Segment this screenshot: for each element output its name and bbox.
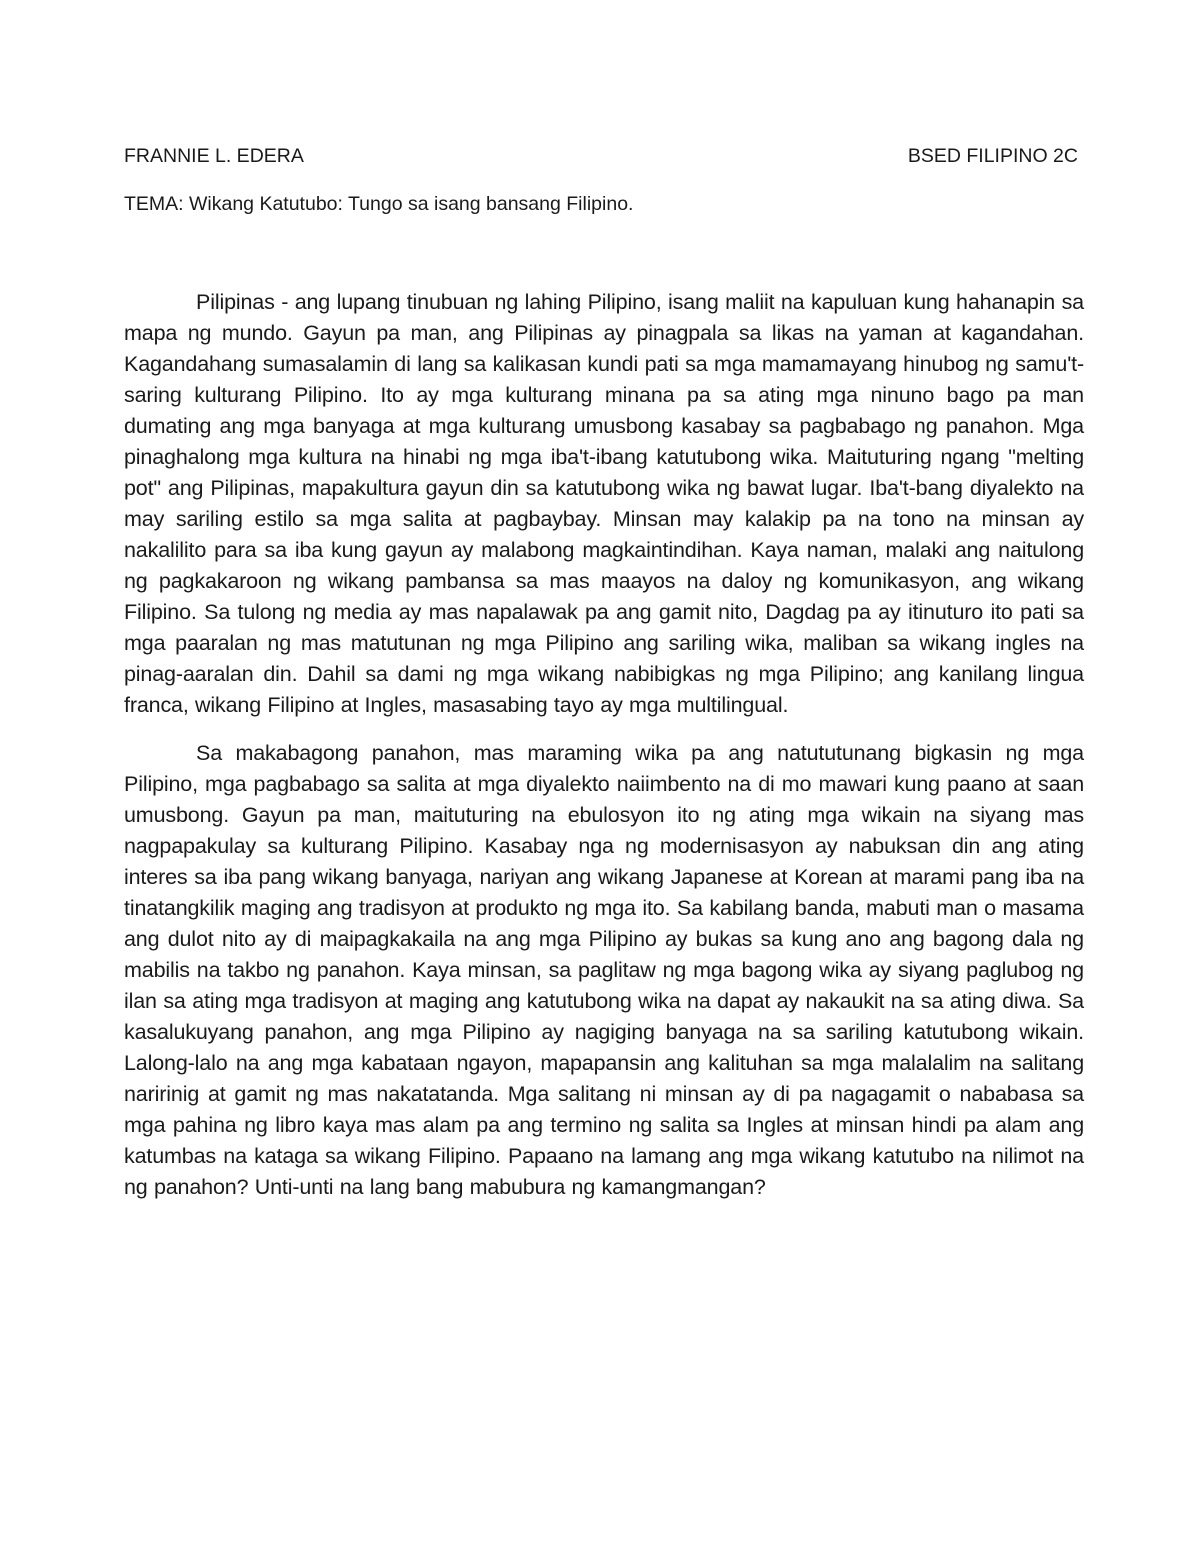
essay-body <box>124 287 1084 1203</box>
course-section: BSED FILIPINO 2C <box>907 145 1078 167</box>
author-name: FRANNIE L. EDERA <box>124 145 304 167</box>
paragraph-1: Pilipinas - ang lupang tinubuan ng lahing Pilipino, isang maliit na kapuluan kung hahanapin sa mapa ng mundo. Gayun pa man, ang Pilipinas ay pinagpala sa likas na yaman at kagandahan. Kagandahang sumasalamin di lang sa kalikasan kundi pati sa mga mamamayang hinubog ng samu't-saring kulturang Pilipino. Ito ay mga kulturang minana pa sa ating mga ninuno bago pa man dumating ang mga banyaga at mga kulturang umusbong kasabay sa pagbabago ng panahon. Mga pinaghalong mga kultura na hinabi ng mga iba't-ibang katutubong wika. Maituturing ngang "melting pot" ang Pilipinas, mapakultura gayun din sa katutubong wika ng bawat lugar. Iba't-bang diyalekto na may sariling estilo sa mga salita at pagbaybay. Minsan may kalakip pa na tono na minsan ay nakalilito para sa iba kung gayun ay malabong magkaintindihan. Kaya naman, malaki ang naitulong ng pagkakaroon ng wikang pambansa sa mas maayos na daloy ng komunikasyon, ang wikang Filipino. Sa tulong ng media ay mas napalawak pa ang gamit nito, Dagdag pa ay itinuturo ito pati sa mga paaralan ng mas matutunan ng mga Pilipino ang sariling wika, maliban sa wikang ingles na pinag-aaralan din. Dahil sa dami ng mga wikang nabibigkas ng mga Pilipino; ang kanilang lingua franca, wikang Filipino at Ingles, masasabing tayo ay mga multilingual. <box>124 290 1084 717</box>
paragraph-2: Sa makabagong panahon, mas maraming wika pa ang natututunang bigkasin ng mga Pilipino, mga pagbabago sa salita at mga diyalekto naiimbento na di mo mawari kung paano at saan umusbong. Gayun pa man, maituturing na ebulosyon ito ng ating mga wikain na siyang mas nagpapakulay sa kulturang Pilipino. Kasabay nga ng modernisasyon ay nabuksan din ang ating interes sa iba pang wikang banyaga, nariyan ang wikang Japanese at Korean at marami pang iba na tinatangkilik maging ang tradisyon at produkto ng mga ito. Sa kabilang banda, mabuti man o masama ang dulot nito ay di maipagkakaila na ang mga Pilipino ay bukas sa kung ano ang bagong dala ng mabilis na takbo ng panahon. Kaya minsan, sa paglitaw ng mga bagong wika ay siyang paglubog ng ilan sa ating mga tradisyon at maging ang katutubong wika na dapat ay nakaukit na sa ating diwa. Sa kasalukuyang panahon, ang mga Pilipino ay nagiging banyaga na sa sariling katutubong wikain. Lalong-lalo na ang mga kabataan ngayon, mapapansin ang kalituhan sa mga malalalim na salitang naririnig at gamit ng mas nakatatanda. Mga salitang ni minsan ay di pa nagagamit o nababasa sa mga pahina ng libro kaya mas alam pa ang termino ng salita sa Ingles at minsan hindi pa alam ang katumbas na kataga sa wikang Filipino. Papaano na lamang ang mga wikang katutubo na nilimot na ng panahon? Unti-unti na lang bang mabubura ng kamangmangan? <box>124 741 1084 1199</box>
document-header <box>124 144 1078 168</box>
topic-line: TEMA: Wikang Katutubo: Tungo sa isang bansang Filipino. <box>124 193 634 215</box>
